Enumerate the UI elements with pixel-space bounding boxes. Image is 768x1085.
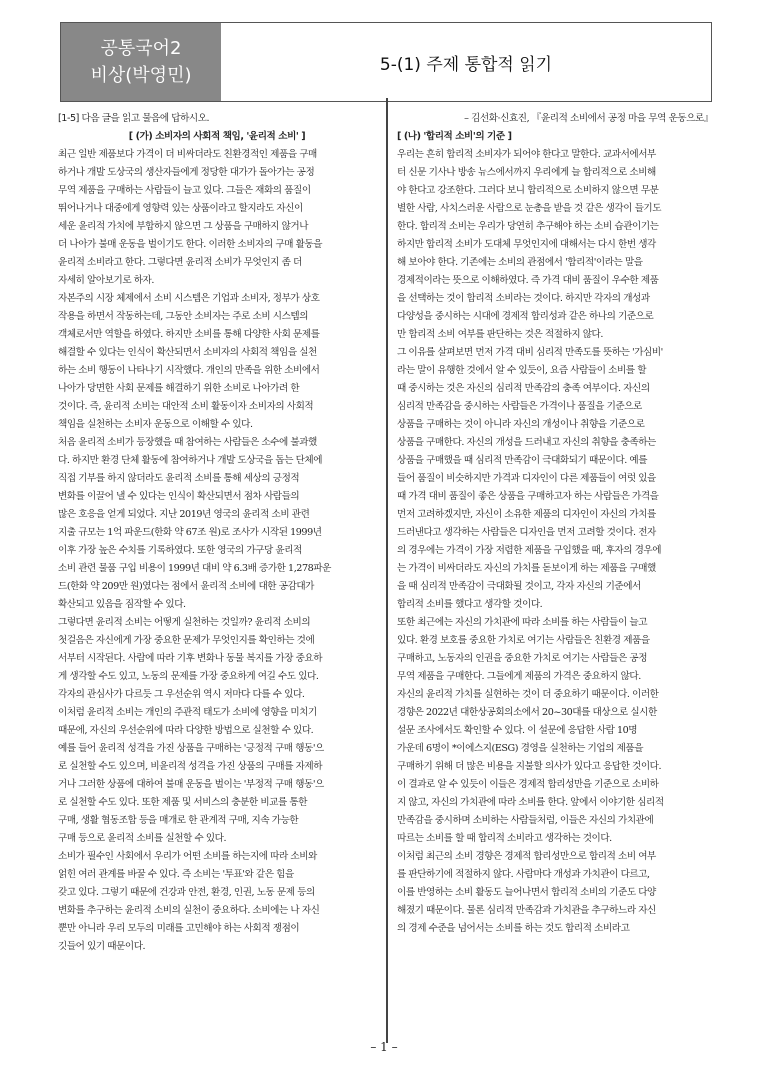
text-line: 드(한화 약 209만 원)였다는 점에서 윤리적 소비에 대한 공감대가 [58,581,314,592]
text-line: 심리적 만족감을 중시하는 사람들은 가격이나 품질을 기준으로 [397,401,642,412]
text-line: 때 가격 대비 품질이 좋은 상품을 구매하고자 하는 사람들은 가격을 [397,491,659,502]
text-line: 서부터 시작된다. 사람에 따라 기후 변화나 동물 복지를 가장 중요하 [58,653,323,664]
column-divider [386,98,388,1043]
text-line: 많은 호응을 얻게 되었다. 지난 2019년 영국의 윤리적 소비 관련 [58,509,310,520]
text-line: 구매하기 위해 더 많은 비용을 지불할 의사가 있다고 응답한 것이다. [397,761,662,772]
text-line: 의 경우에는 가격이 가장 저렴한 제품을 구입했을 때, 후자의 경우에 [397,545,662,556]
text-line: 경제적이라는 뜻으로 이해하였다. 즉 가격 대비 품질이 우수한 제품 [397,275,659,286]
text-line: 뿐만 아니라 우리 모두의 미래를 고민해야 하는 사회적 쟁점이 [58,923,300,934]
text-line: 무역 제품을 구매하는 사람들이 늘고 있다. 그들은 재화의 품질이 [58,185,311,196]
text-line: 자신의 윤리적 가치를 실현하는 것이 더 중요하기 때문이다. 이러한 [397,689,659,700]
text-line: 또한 최근에는 자신의 가치관에 따라 소비를 하는 사람들이 늘고 [397,617,648,628]
text-line: 만족감을 중시하며 소비하는 사람들처럼, 이들은 자신의 가치관에 [397,815,654,826]
text-line: 나아가 당면한 사회 문제를 해결하기 위한 소비로 나아가려 한 [58,383,300,394]
text-line: 경향은 2022년 대한상공회의소에서 20~30대를 대상으로 실시한 [397,707,657,718]
text-line: 소비가 필수인 사회에서 우리가 어떤 소비를 하는지에 따라 소비와 [58,851,317,862]
text-line: 해졌기 때문이다. 물론 심리적 만족감과 가치관을 추구하느라 자신 [397,905,656,916]
text-line: 그 이유를 살펴보면 먼저 가격 대비 심리적 만족도를 뜻하는 '가심비' [397,347,663,358]
text-line: 이후 가장 높은 수치를 기록하였다. 또한 영국의 가구당 윤리적 [58,545,302,556]
text-line: 최근 일반 제품보다 가격이 더 비싸더라도 친환경적인 제품을 구매 [58,149,317,160]
text-line: 깃들어 있기 때문이다. [58,941,146,952]
text-line: 별한 사람, 사치스러운 사람으로 눈총을 받을 것 같은 생각이 들기도 [397,203,662,214]
text-line: 무역 제품을 구매한다. 그들에게 제품의 가격은 중요하지 않다. [397,671,641,682]
text-line: 상품을 구매한다. 자신의 개성을 드러내고 자신의 취향을 충족하는 [397,437,656,448]
text-line: 먼저 고려하겠지만, 자신이 소유한 제품의 디자인이 자신의 가치를 [397,509,656,520]
text-line: 세운 윤리적 가치에 부합하지 않으면 그 상품을 구매하지 않거나 [58,221,309,232]
text-line: 구매, 생활 협동조합 등을 매개로 한 관계적 구매, 지속 가능한 [58,815,299,826]
text-line: 는 가격이 비싸더라도 자신의 가치를 돋보이게 하는 제품을 구매했 [397,563,656,574]
passage-na-body [397,146,713,938]
subject-name: 공통국어2 [100,38,182,59]
text-line: 드러낸다고 생각하는 사람들은 디자인을 먼저 고려할 것이다. 전자 [397,527,656,538]
text-line: 자세히 알아보기로 하자. [58,275,154,286]
text-line: 구매하고, 노동자의 인권을 중요한 가치로 여기는 사람들은 공정 [397,653,648,664]
text-line: 거나 그러한 상품에 대하여 불매 운동을 벌이는 '부정적 구매 행동'으 [58,779,324,790]
text-line: 있다. 환경 보호를 중요한 가치로 여기는 사람들은 친환경 제품을 [397,635,650,646]
text-line: 을 때 심리적 만족감이 극대화될 것이고, 각자 자신의 기준에서 [397,581,641,592]
text-line: 이를 반영하는 소비 활동도 늘어나면서 합리적 소비의 기준도 다양 [397,887,656,898]
text-line: 해 보아야 한다. 기존에는 소비의 관점에서 '합리적'이라는 말을 [397,257,643,268]
text-line: 로 실천할 수도 있으며, 비윤리적 성격을 가진 상품의 구매를 자제하 [58,761,323,772]
text-line: 의 경제 수준을 넘어서는 소비를 하는 것도 합리적 소비라고 [397,923,630,934]
text-line: 하는 소비 행동이 나타나기 시작했다. 개인의 만족을 위한 소비에서 [58,365,320,376]
passage-ga-heading: [ (가) 소비자의 사회적 책임, '윤리적 소비' ] [128,131,306,142]
text-line: 처음 윤리적 소비가 등장했을 때 참여하는 사람들은 소수에 불과했 [58,437,317,448]
left-column [58,110,376,956]
text-line: 작용을 하면서 작동하는데, 그동안 소비자는 주로 소비 시스템의 [58,311,309,322]
text-line: 지 않고, 자신의 가치관에 따라 소비를 한다. 앞에서 이야기한 심리적 [397,797,664,808]
text-line: 얽힌 여러 관계를 바꿀 수 있다. 즉 소비는 '투표'와 같은 힘을 [58,869,294,880]
text-line: 하지만 합리적 소비가 도대체 무엇인지에 대해서는 다시 한번 생각 [397,239,656,250]
text-line: 예를 들어 윤리적 성격을 가진 상품을 구매하는 '긍정적 구매 행동'으 [58,743,324,754]
text-line: 것이다. 즉, 윤리적 소비는 대안적 소비 활동이자 소비자의 사회적 [58,401,314,412]
text-line: 자본주의 시장 체제에서 소비 시스템은 기업과 소비자, 정부가 상호 [58,293,320,304]
right-column [397,110,713,938]
text-line: 야 한다고 강조한다. 그러다 보니 합리적으로 소비하지 않으면 무분 [397,185,659,196]
page-number: – 1 – [370,1040,398,1054]
text-line: 다양성을 중시하는 시대에 경제적 합리성과 같은 하나의 기준으로 [397,311,654,322]
text-line: 지출 규모는 1억 파운드(한화 약 67조 원)로 조사가 시작된 1999년 [58,527,322,538]
text-line: 갖고 있다. 그렇기 때문에 건강과 안전, 환경, 인권, 노동 문제 등의 [58,887,315,898]
header-box [60,22,712,102]
text-line: 확산되고 있음을 짐작할 수 있다. [58,599,186,610]
text-line: 그렇다면 윤리적 소비는 어떻게 실천하는 것일까? 윤리적 소비의 [58,617,311,628]
text-line: 소비 관련 물품 구입 비용이 1999년 대비 약 6.3배 증가한 1,278파운 [58,563,331,574]
text-line: 을 선택하는 것이 합리적 소비라는 것이다. 하지만 각자의 개성과 [397,293,650,304]
text-line: 때문에, 자신의 우선순위에 따라 다양한 방법으로 실천할 수 있다. [58,725,314,736]
text-line: 를 판단하기에 적절하지 않다. 사람마다 개성과 가치관이 다르고, [397,869,650,880]
text-line: 때 중시하는 것은 자신의 심리적 만족감의 충족 여부이다. 자신의 [397,383,650,394]
text-line: 상품을 구매하는 것이 아니라 자신의 개성이나 취향을 기준으로 [397,419,645,430]
passage-ga-body [58,146,376,956]
text-line: 다. 하지만 환경 단체 활동에 참여하거나 개발 도상국을 돕는 단체에 [58,455,323,466]
text-line: 첫걸음은 자신에게 가장 중요한 문제가 무엇인지를 확인하는 것에 [58,635,315,646]
text-line: 하거나 개발 도상국의 생산자들에게 정당한 대가가 돌아가는 공정 [58,167,315,178]
text-line: 이 결과로 알 수 있듯이 이들은 경제적 합리성만을 기준으로 소비하 [397,779,659,790]
text-line: 이처럼 윤리적 소비는 개인의 주관적 태도가 소비에 영향을 미치기 [58,707,317,718]
text-line: 뛰어나거나 대중에게 영향력 있는 상품이라고 할지라도 자신이 [58,203,303,214]
text-line: 우리는 흔히 합리적 소비자가 되어야 한다고 말한다. 교과서에서부 [397,149,656,160]
text-line: 구매 등으로 윤리적 소비를 실천할 수 있다. [58,833,227,844]
passage-na-heading: [ (나) '합리적 소비'의 기준 ] [397,131,512,142]
unit-title: 5-(1) 주제 통합적 읽기 [379,54,553,75]
instruction: [1-5] 다음 글을 읽고 물음에 답하시오. [58,113,210,124]
subject-badge [61,23,221,101]
text-line: 설문 조사에서도 확인할 수 있다. 이 설문에 응답한 사람 10명 [397,725,638,736]
text-line: 이처럼 최근의 소비 경향은 경제적 합리성만으로 합리적 소비 여부 [397,851,656,862]
text-line: 책임을 실천하는 소비자 운동으로 이해할 수 있다. [58,419,253,430]
textbook-publisher: 비상(박영민) [90,65,192,86]
text-line: 변화를 추구하는 윤리적 소비의 실천이 중요하다. 소비에는 나 자신 [58,905,320,916]
text-line: 상품을 구매했을 때 심리적 만족감이 극대화되기 때문이다. 예를 [397,455,648,466]
text-line: 라는 말이 유행한 것에서 알 수 있듯이, 요즘 사람들이 소비를 할 [397,365,647,376]
text-line: 한다. 합리적 소비는 우리가 당연히 추구해야 하는 소비 습관이기는 [397,221,659,232]
text-line: 합리적 소비를 했다고 생각할 것이다. [397,599,543,610]
text-line: 터 신문 기사나 방송 뉴스에서까지 우리에게 늘 합리적으로 소비해 [397,167,656,178]
text-line: 가운데 6명이 *이에스지(ESG) 경영을 실천하는 기업의 제품을 [397,743,644,754]
passage-ga-source: – 김선화·신효진, 『윤리적 소비에서 공정 마을 무역 운동으로』 [464,113,713,124]
text-line: 들어 품질이 비슷하지만 가격과 디자인이 다른 제품들이 여럿 있을 [397,473,656,484]
text-line: 윤리적 소비라고 한다. 그렇다면 윤리적 소비가 무엇인지 좀 더 [58,257,302,268]
text-line: 직접 기부를 하지 않더라도 윤리적 소비를 통해 세상의 긍정적 [58,473,300,484]
text-line: 더 나아가 불매 운동을 벌이기도 한다. 이러한 소비자의 구매 활동을 [58,239,323,250]
text-line: 만 합리적 소비 여부를 판단하는 것은 적절하지 않다. [397,329,603,340]
text-line: 각자의 관심사가 다르듯 그 우선순위 역시 저마다 다를 수 있다. [58,689,305,700]
text-line: 해결할 수 있다는 인식이 확산되면서 소비자의 사회적 책임을 실천 [58,347,317,358]
text-line: 변화를 이끌어 낼 수 있다는 인식이 확산되면서 점차 사람들의 [58,491,300,502]
text-line: 게 생각할 수도 있고, 노동의 문제를 가장 중요하게 여길 수도 있다. [58,671,319,682]
text-line: 따르는 소비를 할 때 합리적 소비라고 생각하는 것이다. [397,833,612,844]
text-line: 로 실천할 수도 있다. 또한 제품 및 서비스의 충분한 비교를 통한 [58,797,308,808]
text-line: 객체로서만 역할을 하였다. 하지만 소비를 통해 다양한 사회 문제를 [58,329,320,340]
